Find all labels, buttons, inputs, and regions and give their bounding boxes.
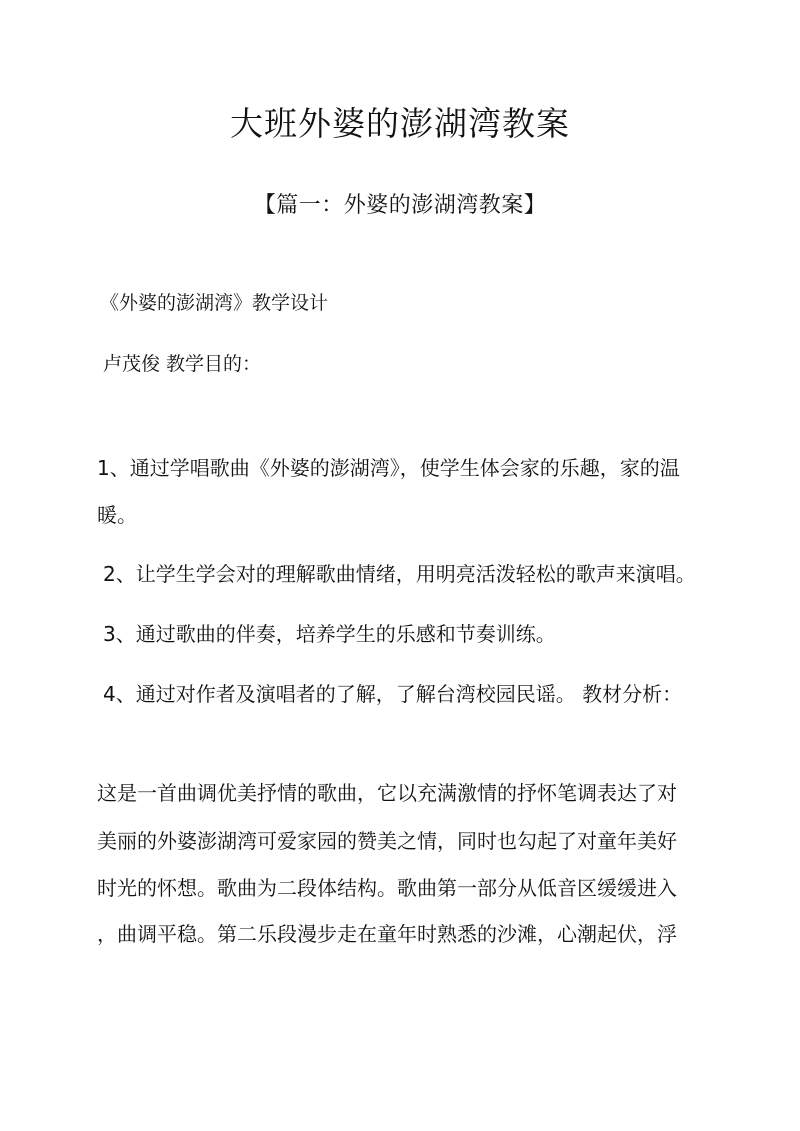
section-heading: 【篇一：外婆的澎湖湾教案】 (253, 193, 547, 218)
objective-3: 3、通过歌曲的伴奏，培养学生的乐感和节奏训练。 (103, 622, 556, 646)
author-and-objectives-label: 卢茂俊 教学目的： (103, 353, 262, 375)
analysis-paragraph-line-3: 时光的怀想。歌曲为二段体结构。歌曲第一部分从低音区缓缓进入 (97, 876, 677, 900)
analysis-paragraph-line-4: ，曲调平稳。第二乐段漫步走在童年时熟悉的沙滩，心潮起伏，浮 (97, 922, 677, 946)
objective-2: 2、让学生学会对的理解歌曲情绪，用明亮活泼轻松的歌声来演唱。 (103, 562, 696, 586)
objective-4-and-analysis-label: 4、通过对作者及演唱者的了解，了解台湾校园民谣。 教材分析： (103, 682, 683, 706)
course-design-title: 《外婆的澎湖湾》教学设计 (100, 292, 329, 314)
analysis-paragraph-line-2: 美丽的外婆澎湖湾可爱家园的赞美之情，同时也勾起了对童年美好 (97, 829, 677, 853)
analysis-paragraph-line-1: 这是一首曲调优美抒情的歌曲，它以充满激情的抒怀笔调表达了对 (97, 781, 677, 805)
objective-1-line-2: 暖。 (97, 503, 137, 527)
document-title: 大班外婆的澎湖湾教案 (230, 104, 570, 143)
objective-1-line-1: 1、通过学唱歌曲《外婆的澎湖湾》，使学生体会家的乐趣，家的温 (97, 456, 680, 480)
